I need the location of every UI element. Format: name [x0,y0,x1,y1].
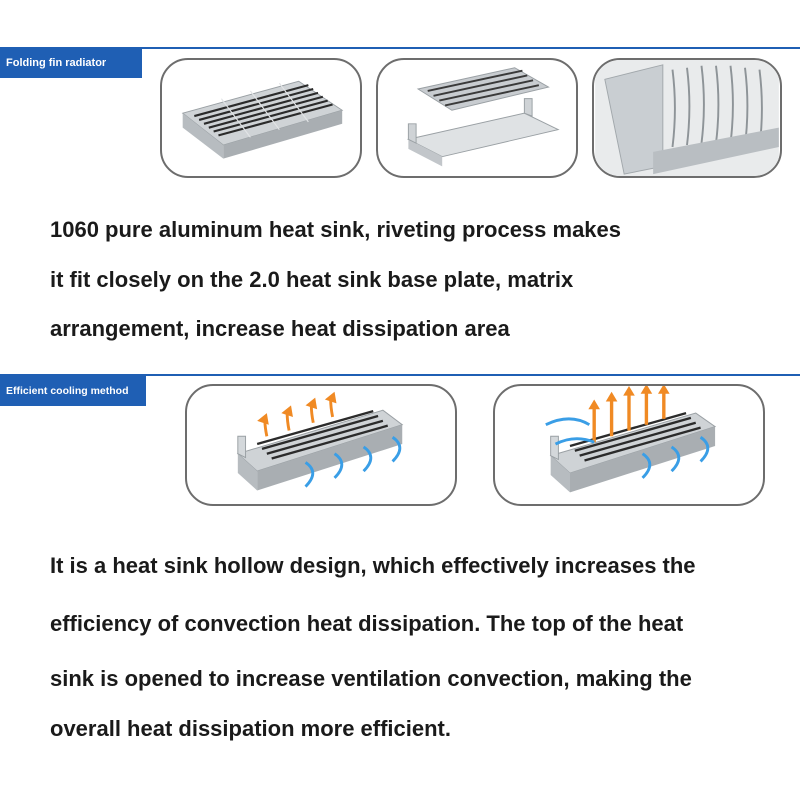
section-tag-efficient-cooling: Efficient cooling method [0,376,146,406]
top-side-airflow-illustration [495,386,763,504]
side-airflow-illustration [187,386,455,504]
image-fin-and-base-plate [376,58,578,178]
description-line: 1060 pure aluminum heat sink, riveting process makes [50,217,622,242]
image-fin-radiator-overview [160,58,362,178]
fin-radiator-overview-illustration [162,60,360,176]
description-line: efficiency of convection heat dissipation. The top of the heat [50,611,684,636]
description-line: overall heat dissipation more efficient. [50,716,451,741]
efficient-cooling-description [50,545,780,755]
folding-fin-description [50,212,780,342]
fin-closeup-illustration [594,60,780,176]
section-tag-folding-fin: Folding fin radiator [0,48,142,78]
description-line: sink is opened to increase ventilation convection, making the [50,666,692,691]
image-side-airflow [185,384,457,506]
image-top-and-side-airflow [493,384,765,506]
description-line: it fit closely on the 2.0 heat sink base plate, matrix [50,267,574,292]
description-line: arrangement, increase heat dissipation area [50,316,510,341]
image-fin-closeup [592,58,782,178]
fin-base-plate-illustration [378,60,576,176]
description-line: It is a heat sink hollow design, which effectively increases the [50,553,696,578]
